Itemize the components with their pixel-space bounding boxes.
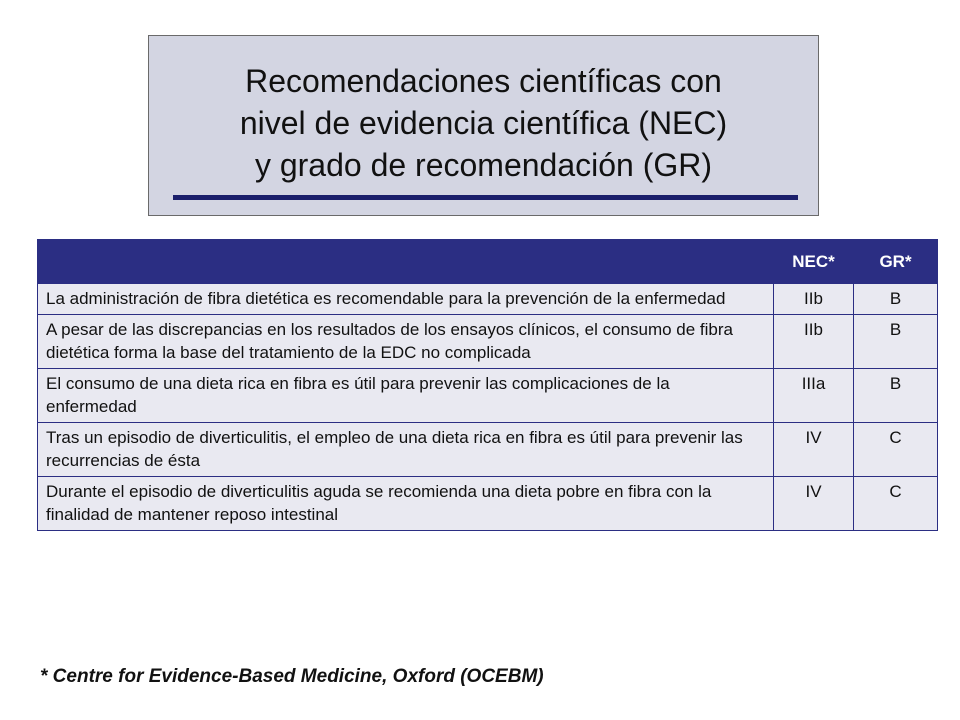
recommendation-text: La administración de fibra dietética es recomendable para la prevención de la enfermedad [38, 284, 774, 315]
nec-value: IIb [774, 284, 854, 315]
gr-value: C [854, 423, 938, 477]
title-underline [173, 195, 798, 200]
title-box [148, 35, 819, 216]
table-row [38, 315, 938, 369]
nec-value: IV [774, 423, 854, 477]
gr-value: B [854, 369, 938, 423]
header-nec: NEC* [774, 240, 854, 284]
table-row [38, 284, 938, 315]
footnote: * Centre for Evidence-Based Medicine, Oxford (OCEBM) [40, 666, 544, 687]
recommendation-text: Durante el episodio de diverticulitis aguda se recomienda una dieta pobre en fibra con la finalidad de mantener reposo intestinal [38, 477, 774, 531]
recommendation-text: A pesar de las discrepancias en los resultados de los ensayos clínicos, el consumo de fibra dietética forma la base del tratamiento de la EDC no complicada [38, 315, 774, 369]
gr-value: B [854, 284, 938, 315]
nec-value: IIIa [774, 369, 854, 423]
table-row [38, 369, 938, 423]
gr-value: C [854, 477, 938, 531]
header-recommendation [38, 240, 774, 284]
gr-value: B [854, 315, 938, 369]
recommendation-text: Tras un episodio de diverticulitis, el empleo de una dieta rica en fibra es útil para prevenir las recurrencias de ésta [38, 423, 774, 477]
header-gr: GR* [854, 240, 938, 284]
table-row [38, 477, 938, 531]
page-title: Recomendaciones científicas con nivel de evidencia científica (NEC) y grado de recomendación (GR) [239, 63, 728, 183]
table-header-row [38, 240, 938, 284]
recommendation-text: El consumo de una dieta rica en fibra es útil para prevenir las complicaciones de la enfermedad [38, 369, 774, 423]
nec-value: IV [774, 477, 854, 531]
nec-value: IIb [774, 315, 854, 369]
recommendations-table [37, 239, 938, 531]
table-row [38, 423, 938, 477]
